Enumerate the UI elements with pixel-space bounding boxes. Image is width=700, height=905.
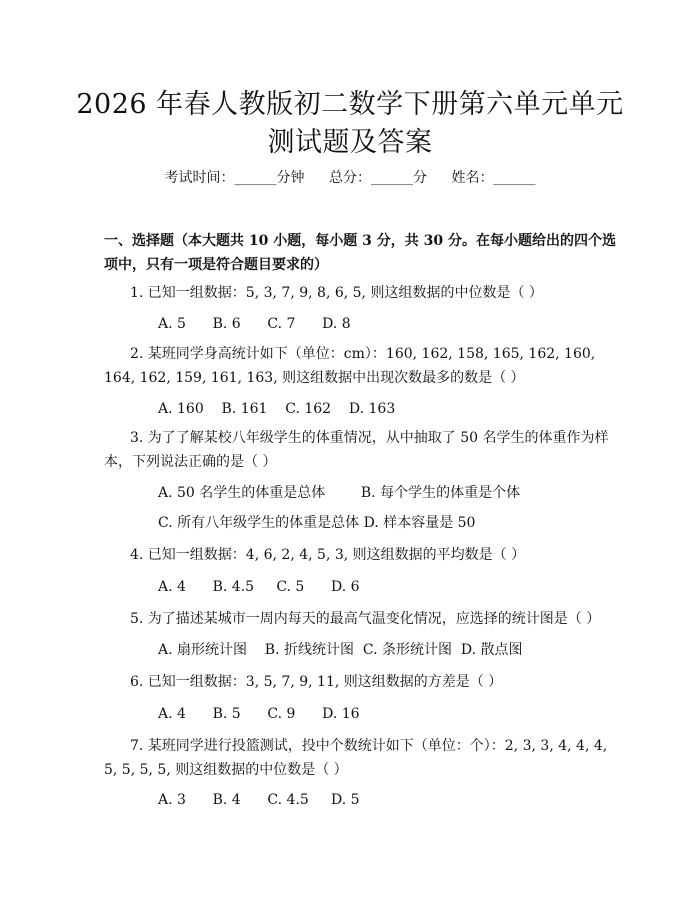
exam-time: 考试时间：______分钟 [164,170,305,186]
question-3-options-b: C. 所有八年级学生的体重是总体 D. 样本容量是 50 [158,515,476,531]
question-4-options: A. 4 B. 4.5 C. 5 D. 6 [158,579,360,595]
question-5-options: A. 扇形统计图 B. 折线统计图 C. 条形统计图 D. 散点图 [158,642,523,658]
question-3-stem: 3. 为了了解某校八年级学生的体重情况，从中抽取了 50 名学生的体重作为样本，下列说法正确的是（ ） [104,430,609,470]
section-heading: 一、选择题（本大题共 10 小题，每小题 3 分，共 30 分。在每小题给出的四个选项中，只有一项是符合题目要求的） [104,233,616,273]
question-2-options: A. 160 B. 161 C. 162 D. 163 [158,401,396,417]
title-line-1: 2026 年春人教版初二数学下册第六单元单元 [76,89,624,120]
question-6-stem: 6. 已知一组数据：3, 5, 7, 9, 11, 则这组数据的方差是（ ） [130,674,503,690]
exam-name: 姓名：______ [451,170,536,186]
question-6-options: A. 4 B. 5 C. 9 D. 16 [158,706,360,722]
exam-meta [0,167,700,187]
question-1-stem: 1. 已知一组数据：5, 3, 7, 9, 8, 6, 5, 则这组数据的中位数是（ ） [130,285,543,301]
title-line-2: 测试题及答案 [267,127,433,158]
question-1-options: A. 5 B. 6 C. 7 D. 8 [158,316,351,332]
question-4-stem: 4. 已知一组数据：4, 6, 2, 4, 5, 3, 则这组数据的平均数是（ ） [130,547,526,563]
question-3-options-a: A. 50 名学生的体重是总体 B. 每个学生的体重是个体 [158,485,521,501]
question-7-options: A. 3 B. 4 C. 4.5 D. 5 [158,792,360,808]
exam-score: 总分：______分 [329,170,427,186]
question-2-stem: 2. 某班同学身高统计如下（单位：cm）：160, 162, 158, 165, 162, 160, 164, 162, 159, 161, 163, 则这组数据中出现次数最多的数是（ ） [104,346,596,386]
question-7-stem: 7. 某班同学进行投篮测试，投中个数统计如下（单位：个）：2, 3, 3, 4, 4, 4, 5, 5, 5, 5, 则这组数据的中位数是（ ） [104,738,608,778]
question-5-stem: 5. 为了描述某城市一周内每天的最高气温变化情况，应选择的统计图是（ ） [130,611,601,627]
